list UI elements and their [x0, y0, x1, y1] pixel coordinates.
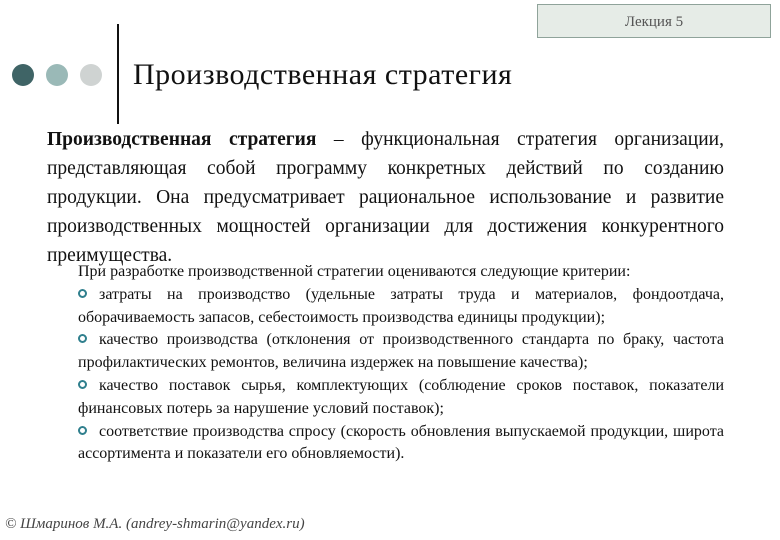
circle-bullet-icon	[78, 426, 87, 435]
list-item	[47, 375, 724, 421]
list-item	[47, 421, 724, 467]
definition-text: – функциональная стратегия организации, представляющая собой программу конкретных действий по созданию продукции. Она предусматривает рациональное использование и развитие производственных мощностей организации для достижения конкурентного преимущества.	[47, 129, 724, 266]
list-item	[47, 284, 724, 330]
definition-paragraph	[47, 125, 724, 270]
gray-dot-icon	[80, 64, 102, 86]
criteria-item-text: затраты на производство (удельные затраты труда и материалов, фондоотдача, оборачиваемость запасов, себестоимость производства единицы продукции);	[78, 285, 724, 326]
criteria-list	[47, 284, 724, 466]
lecture-label: Лекция 5	[537, 4, 771, 38]
dark-dot-icon	[12, 64, 34, 86]
definition-term: Производственная стратегия	[47, 129, 317, 150]
criteria-intro: При разработке производственной стратегии оцениваются следующие критерии:	[78, 263, 631, 280]
title-divider	[117, 24, 119, 124]
list-item	[47, 329, 724, 375]
circle-bullet-icon	[78, 334, 87, 343]
circle-bullet-icon	[78, 380, 87, 389]
criteria-item-text: качество производства (отклонения от производственного стандарта по браку, частота профилактических ремонтов, величина издержек на повышение качества);	[78, 331, 724, 372]
criteria-section	[47, 261, 724, 466]
footer-copyright: © Шмаринов М.А. (andrey-shmarin@yandex.ru)	[5, 516, 305, 532]
slide-title: Производственная стратегия	[133, 58, 513, 91]
teal-dot-icon	[46, 64, 68, 86]
criteria-item-text: соответствие производства спросу (скорость обновления выпускаемой продукции, широта ассортимента и показатели его обновляемости).	[78, 422, 724, 463]
circle-bullet-icon	[78, 289, 87, 298]
criteria-item-text: качество поставок сырья, комплектующих (соблюдение сроков поставок, показатели финансовых потерь за нарушение условий поставок);	[78, 376, 724, 417]
